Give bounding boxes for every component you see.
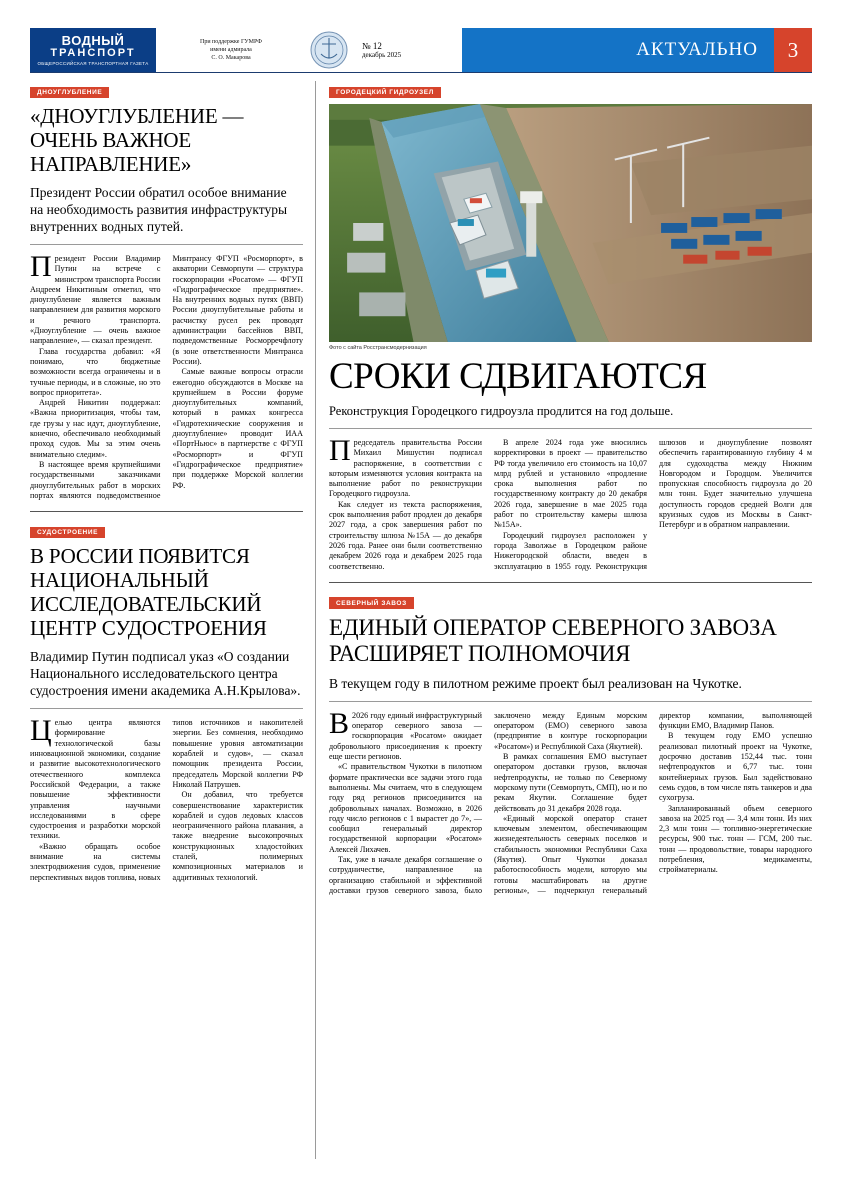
divider bbox=[30, 708, 303, 709]
paragraph: «Важно обращать особое внимание на системы электродвижения судов, применение перспективных видов топлива, новых типов источников и накопителей энергии. Без сомнения, необходимо повышение уровня автоматизации кораблей и судов», — сказал помощник президента России, председатель Морской коллегии РФ Николай Патрушев. bbox=[30, 718, 303, 882]
paragraph: Самые важные вопросы отрасли ежегодно обсуждаются в Москве на крупнейшем в России форуме дноуглубительных компаний, который в рамках конгресса «Гидротехнические сооружения и дноуглубление» проводит ИАА «ПортНьюс» в партнерстве с ФГУП «Росморпорт» и ФГУП «Гидрографическое предприятие» при поддержке Морской коллегии РФ. bbox=[172, 367, 303, 490]
rubric-gorodets: ГОРОДЕЦКИЙ ГИДРОУЗЕЛ bbox=[329, 87, 441, 99]
left-column bbox=[30, 81, 316, 1159]
dropcap: Ц bbox=[30, 714, 52, 748]
paragraph: В текущем году ЕМО успешно реализовал пилотный проект на Чукотке, досрочно доставив 152,44 тыс. тонн нефтепродуктов и 6,77 тыс. тонн контейнерных грузов. Был задействовано семь судов, в том числе пять танкеров и два сухогруза. bbox=[659, 731, 812, 803]
newspaper-logo bbox=[30, 28, 156, 72]
support-line-2: имени адмирала bbox=[210, 47, 252, 53]
support-line-3: С. О. Макарова bbox=[211, 55, 251, 61]
paragraph: Запланированный объем северного завоза на 2025 год — 3,4 млн тонн. Из них 2,3 млн тонн — топливно-энергетические ресурсы, 900 тыс. тонн — ГСМ, 200 тыс. тонн — продовольствие, товары народного потребления, медикаменты, стройматериалы. bbox=[659, 803, 812, 875]
page-sheet bbox=[30, 28, 812, 1163]
divider bbox=[329, 428, 812, 429]
deck-gorodets: Реконструкция Городецкого гидроузла продлится на год дольше. bbox=[329, 404, 674, 418]
issue-number: № 12 bbox=[362, 41, 382, 51]
photo-credit: Фото с сайта Росстрансмодернизация bbox=[329, 345, 427, 351]
section-title: АКТУАЛЬНО bbox=[462, 28, 774, 72]
deck-dredging: Президент России обратил особое внимание на необходимость развития инфраструктуры внутренних водных путей. bbox=[30, 185, 288, 234]
article-body-northern-delivery bbox=[329, 706, 812, 896]
deck-shipbuilding: Владимир Путин подписал указ «О создании Национального исследовательского центра судостроения имени академика А.Н.Крылова». bbox=[30, 649, 301, 699]
rubric-dredging: ДНОУГЛУБЛЕНИЕ bbox=[30, 87, 109, 99]
article-body-shipbuilding bbox=[30, 714, 303, 883]
headline-northern-delivery: ЕДИНЫЙ ОПЕРАТОР СЕВЕРНОГО ЗАВОЗА РАСШИРЯЕТ ПОЛНОМОЧИЯ bbox=[329, 614, 777, 666]
paragraph: «Единый морской оператор станет ключевым элементом, обеспечивающим жизнедеятельность северных поселков и стабильность экономики Республики Саха (Якутия). Опыт Чукотки доказал работоспособность модели, которую мы готовы масштабировать на другие регионы», — подчеркнул генеральный директор компании, выполняющей функции ЕМО, Владимир Панов. bbox=[494, 710, 812, 895]
page-body bbox=[30, 81, 812, 1159]
issue-info bbox=[352, 28, 462, 72]
article-body-gorodets bbox=[329, 434, 812, 572]
logo-line-1: ВОДНЫЙ bbox=[61, 33, 125, 48]
support-note bbox=[156, 28, 306, 72]
paragraph: «С правительством Чукотки в пилотном формате практически все задачи этого года выполнены. Мы считаем, что в следующем году ряд регионов присоединится на добровольных началах. Возможно, в 2026 году число регионов с 1 вырастет до 7», — сообщил генеральный директор государственной корпорации «Росатом» Алексей Лихачев. bbox=[329, 762, 482, 854]
paragraph-with-dropcap bbox=[30, 250, 161, 347]
article-body-dredging bbox=[30, 250, 303, 501]
divider bbox=[329, 582, 812, 583]
divider bbox=[30, 244, 303, 245]
paragraph: Глава государства добавил: «Я понимаю, что бюджетные возможности всегда ограничены и в тучные периоды, и в сложные, но это вопрос приоритета». bbox=[30, 346, 161, 397]
paragraph: В рамках соглашения ЕМО выступает оператором доставки грузов, включая нефтепродукты, не только по Северному морскому пути (Севморпуть, СМП), но и по рекам Якутии. Соглашение будет действовать до 31 декабря 2028 года. bbox=[494, 752, 647, 813]
divider bbox=[30, 511, 303, 512]
headline-shipbuilding: В РОССИИ ПОЯВИТСЯ НАЦИОНАЛЬНЫЙ ИССЛЕДОВАТЕЛЬСКИЙ ЦЕНТР СУДОСТРОЕНИЯ bbox=[30, 544, 267, 641]
masthead bbox=[30, 28, 812, 73]
paragraph: В настоящее время крупнейшими государственными заказчиками дноуглубительных работ в морских портах являются подведомственное Минтрансу ФГУП «Росморпорт», в акватории Севморпути — структура госкорпорации «Росатом» — ФГУП «Гидрографическое предприятие». На внутренних водных путях (ВВП) России дноуглубительные работы и расчистку русел рек проводят администрации бассейнов ВВП, подведомственные Росморречфлоту (в зоне ответственности Минтранса России). bbox=[30, 254, 303, 500]
dropcap: В bbox=[329, 706, 350, 740]
rubric-shipbuilding: СУДОСТРОЕНИЕ bbox=[30, 527, 105, 539]
deck-northern-delivery: В текущем году в пилотном режиме проект был реализован на Чукотке. bbox=[329, 675, 742, 691]
paragraph-text: елью центра являются формирование технологической базы инновационной экономики, создание и развитие высокотехнологического отечественного комплекса Российской Федерации, а также повышение эффективности управления научными исследованиями в сфере судостроения и разработки морской техники. bbox=[30, 718, 161, 841]
rubric-northern-delivery: СЕВЕРНЫЙ ЗАВОЗ bbox=[329, 597, 414, 609]
photo-gorodets-hydro-node bbox=[329, 104, 812, 342]
paragraph: Так, уже в начале декабря соглашение о сотрудничестве, направленное на организацию стабильной и эффективной доставки грузов северного завоза, было заключено между Единым морским оператором (ЕМО) северного завоза (предприятие в контуре госкорпорации «Росатом») и Республикой Саха (Якутией). bbox=[329, 710, 647, 895]
paragraph-with-dropcap bbox=[329, 434, 482, 500]
dropcap: П bbox=[30, 250, 52, 283]
paragraph-with-dropcap bbox=[30, 714, 161, 842]
paragraph-text: редседатель правительства России Михаил Мишустин подписал распоряжение, в соответствии с которым изменяются условия контракта на выполнение работ по реконструкции Городецкого гидроузла. bbox=[329, 438, 482, 499]
dropcap: П bbox=[329, 434, 351, 467]
divider bbox=[329, 701, 812, 702]
page-number: 3 bbox=[774, 28, 812, 72]
logo-line-2: ТРАНСПОРТ bbox=[50, 47, 136, 59]
university-emblem-icon bbox=[306, 28, 352, 72]
paragraph: Как следует из текста распоряжения, срок выполнения работ продлен до декабря 2027 года, а срок завершения работ по строительству шлюза №15А — до декабря 2026 года. Ранее они были соответственно декабрем 2026 года и декабрем 2025 года соответственно. bbox=[329, 499, 482, 571]
paragraph: Андрей Никитин поддержал: «Важна приоритизация, чтобы там, где грузы у нас идут, дноуглубление, конечно, обеспечивало необходимый проход судов. Мы за этим очень внимательно следим». bbox=[30, 398, 161, 459]
issue-date: декабрь 2025 bbox=[362, 51, 402, 59]
right-column bbox=[316, 81, 812, 1159]
paragraph-with-dropcap bbox=[329, 706, 482, 762]
paragraph-text: 2026 году единый инфраструктурный оператор северного завоза — госкорпорация «Росатом» ожидает добровольного присоединения к проекту еще шести регионов. bbox=[329, 710, 482, 762]
paragraph: В апреле 2024 года уже вносились корректировки в проект — правительство РФ тогда увеличило его стоимость на 10,07 млрд рублей и установило «продление срока выполнения работ по государственному контракту до 20 декабря 2026 года, завершение в мае 2025 года работ по строительству камеры шлюза №15А». bbox=[494, 438, 647, 530]
paragraph: Он добавил, что требуется совершенствование характеристик кораблей и судов ледовых классов неограниченного района плавания, а также внедрение высокопрочных конструкционных хладостойких сталей, полимерных композиционных материалов и аддитивных технологий. bbox=[172, 790, 303, 882]
paragraph: Городецкий гидроузел расположен у города Заволжье в Городецком районе Нижегородской области, введен в эксплуатацию в 1955 году. Реконструкция шлюзов и дноуглубление позволят обеспечить гарантированную глубину 4 м для судоходства между Нижним Новгородом и Городцом. Увеличится пропускная способность гидроузла до 20 млн тонн. Будет значительно улучшена доступность городов средней Волги для круизных судов из Москвы в Санкт-Петербург и в обратном направлении. bbox=[494, 438, 812, 571]
support-line-1: При поддержке ГУМРФ bbox=[200, 39, 262, 45]
paragraph-text: резидент России Владимир Путин на встрече с министром транспорта России Андреем Никитиным отметил, что дноуглубление является важным направлением для развития морского и речного транспорта. «Дноуглубление — очень важное направление», — сказал президент. bbox=[30, 254, 161, 346]
logo-subtitle: ОБЩЕРОССИЙСКАЯ ТРАНСПОРТНАЯ ГАЗЕТА bbox=[37, 61, 149, 66]
headline-dredging: «ДНОУГЛУБЛЕНИЕ — ОЧЕНЬ ВАЖНОЕ НАПРАВЛЕНИЕ» bbox=[30, 104, 244, 176]
headline-gorodets: СРОКИ СДВИГАЮТСЯ bbox=[329, 356, 707, 397]
